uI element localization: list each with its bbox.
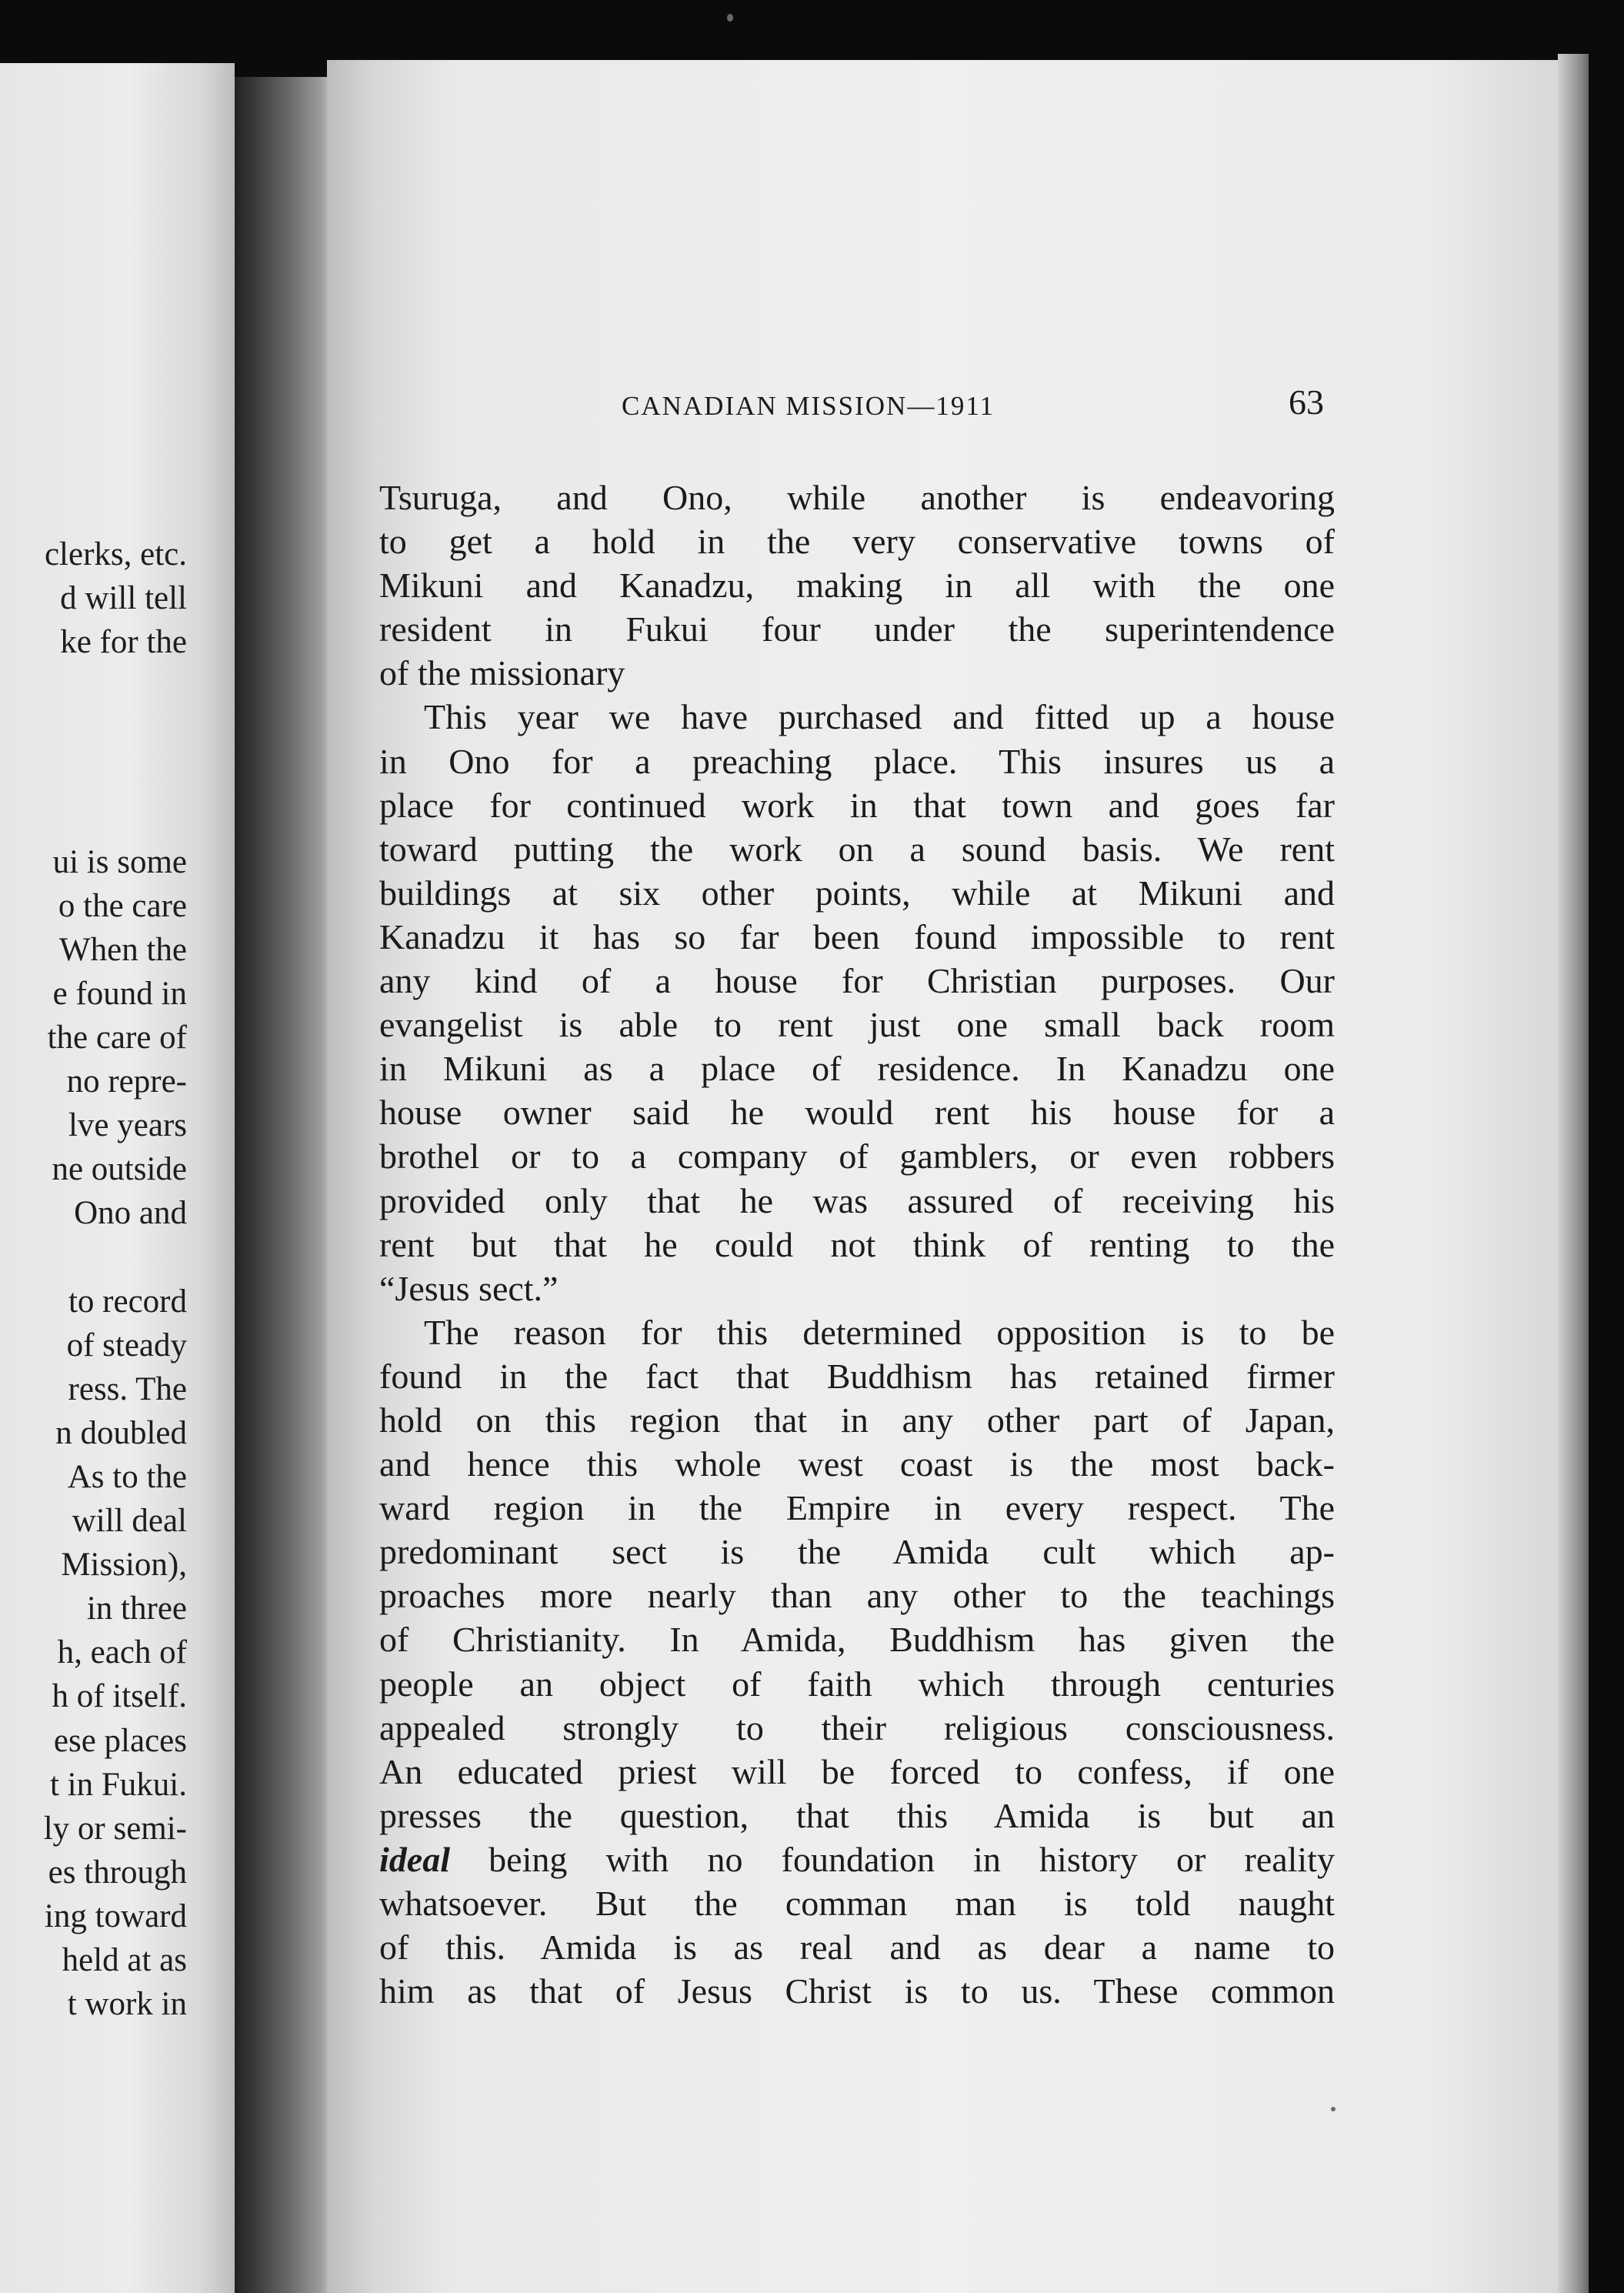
text-line: Tsuruga, and Ono, while another is endeavoring: [379, 478, 1335, 517]
facing-page-line: As to the: [67, 1458, 187, 1495]
facing-page-line: t in Fukui.: [49, 1766, 187, 1803]
facing-page-line: h of itself.: [52, 1678, 187, 1715]
facing-page-line: d will tell: [60, 580, 187, 617]
facing-page-line: ke for the: [60, 624, 187, 661]
text-line: presses the question, that this Amida is but an: [379, 1795, 1335, 1835]
text-line: ward region in the Empire in every respect. The: [379, 1488, 1335, 1528]
facing-page-line: of steady: [66, 1327, 187, 1363]
text-line: provided only that he was assured of receiving his: [379, 1180, 1335, 1220]
facing-page-line: t work in: [67, 1986, 187, 2023]
text-line: The reason for this determined opposition is to be: [424, 1312, 1335, 1352]
facing-page-line: ne outside: [52, 1151, 187, 1188]
facing-page-line: no repre-: [66, 1063, 187, 1100]
facing-page-line: Ono and: [74, 1195, 187, 1232]
text-line: of the missionary: [379, 653, 625, 693]
dust-speck: [1331, 2107, 1336, 2111]
text-line: “Jesus sect.”: [379, 1268, 559, 1308]
facing-page-line: When the: [59, 931, 187, 968]
facing-page-line: o the care: [58, 887, 187, 924]
text-line: hold on this region that in any other part of Japan,: [379, 1400, 1335, 1440]
text-line: people an object of faith which through centuries: [379, 1664, 1335, 1704]
facing-page-line: held at as: [62, 1942, 187, 1978]
facing-page-line: ly or semi-: [43, 1810, 187, 1847]
text-line: of this. Amida is as real and as dear a name to: [379, 1928, 1335, 1968]
text-line: and hence this whole west coast is the most back-: [379, 1444, 1335, 1484]
text-line-remainder: being with no foundation in history or reality: [489, 1839, 1335, 1879]
text-line: proaches more nearly than any other to the teachings: [379, 1576, 1335, 1616]
facing-page-line: h, each of: [57, 1634, 187, 1671]
facing-page-line: ing toward: [44, 1897, 187, 1934]
book-gutter-shadow: [235, 77, 335, 2293]
facing-page-text-fragment: [0, 532, 187, 2026]
text-line: buildings at six other points, while at Mikuni and: [379, 873, 1335, 913]
text-line: appealed strongly to their religious consciousness.: [379, 1707, 1335, 1747]
text-line-with-italic: [379, 1837, 1335, 1881]
facing-page-line: the care of: [47, 1020, 187, 1056]
facing-page-line: e found in: [52, 975, 187, 1012]
text-line: place for continued work in that town and goes far: [379, 785, 1335, 825]
text-line: brothel or to a company of gamblers, or even robbers: [379, 1136, 1335, 1177]
page-edge-shadow: [1558, 54, 1589, 2293]
text-line: any kind of a house for Christian purposes. Our: [379, 961, 1335, 1001]
facing-page-line: clerks, etc.: [44, 536, 187, 572]
text-line: Mikuni and Kanadzu, making in all with the one: [379, 566, 1335, 606]
text-line: resident in Fukui four under the superintendence: [379, 609, 1335, 649]
text-line: rent but that he could not think of renting to the: [379, 1224, 1335, 1264]
body-text: [379, 476, 1335, 2013]
text-line: predominant sect is the Amida cult which ap-: [379, 1532, 1335, 1572]
facing-page-line: ress. The: [68, 1370, 187, 1407]
text-line: toward putting the work on a sound basis. We rent: [379, 829, 1335, 869]
facing-page-line: es through: [48, 1854, 187, 1891]
text-line: evangelist is able to rent just one small back room: [379, 1005, 1335, 1045]
running-head: CANADIAN MISSION—1911: [622, 391, 995, 421]
text-line: to get a hold in the very conservative towns of: [379, 522, 1335, 562]
facing-page-line: [0, 708, 187, 752]
text-line: in Ono for a preaching place. This insures us a: [379, 741, 1335, 781]
text-line: An educated priest will be forced to confess, if one: [379, 1751, 1335, 1791]
facing-page-line: lve years: [68, 1107, 187, 1144]
facing-page-line: in three: [86, 1590, 187, 1627]
text-line: house owner said he would rent his house for a: [379, 1093, 1335, 1133]
facing-page-line: n doubled: [55, 1414, 187, 1451]
text-line: of Christianity. In Amida, Buddhism has given the: [379, 1620, 1335, 1660]
facing-page-line: [0, 796, 187, 840]
dust-speck: [727, 14, 733, 22]
italic-word-ideal: ideal: [379, 1839, 450, 1879]
text-line: whatsoever. But the comman man is told naught: [379, 1884, 1335, 1923]
facing-page-line: Mission),: [61, 1547, 187, 1584]
facing-page-line: to record: [68, 1283, 187, 1320]
facing-page-line: will deal: [72, 1503, 187, 1540]
text-line: in Mikuni as a place of residence. In Kanadzu one: [379, 1049, 1335, 1089]
page-number: 63: [1289, 382, 1324, 422]
text-line: found in the fact that Buddhism has retained firmer: [379, 1356, 1335, 1396]
text-line: him as that of Jesus Christ is to us. These common: [379, 1971, 1335, 2011]
text-line: Kanadzu it has so far been found impossible to rent: [379, 916, 1335, 956]
facing-page-line: ese places: [53, 1722, 187, 1759]
facing-page-line: [0, 664, 187, 708]
text-line: This year we have purchased and fitted up a house: [424, 697, 1335, 737]
facing-page-line: [0, 1236, 187, 1280]
facing-page-line: ui is some: [52, 843, 187, 880]
facing-page-left: [0, 63, 235, 2293]
facing-page-line: [0, 752, 187, 796]
